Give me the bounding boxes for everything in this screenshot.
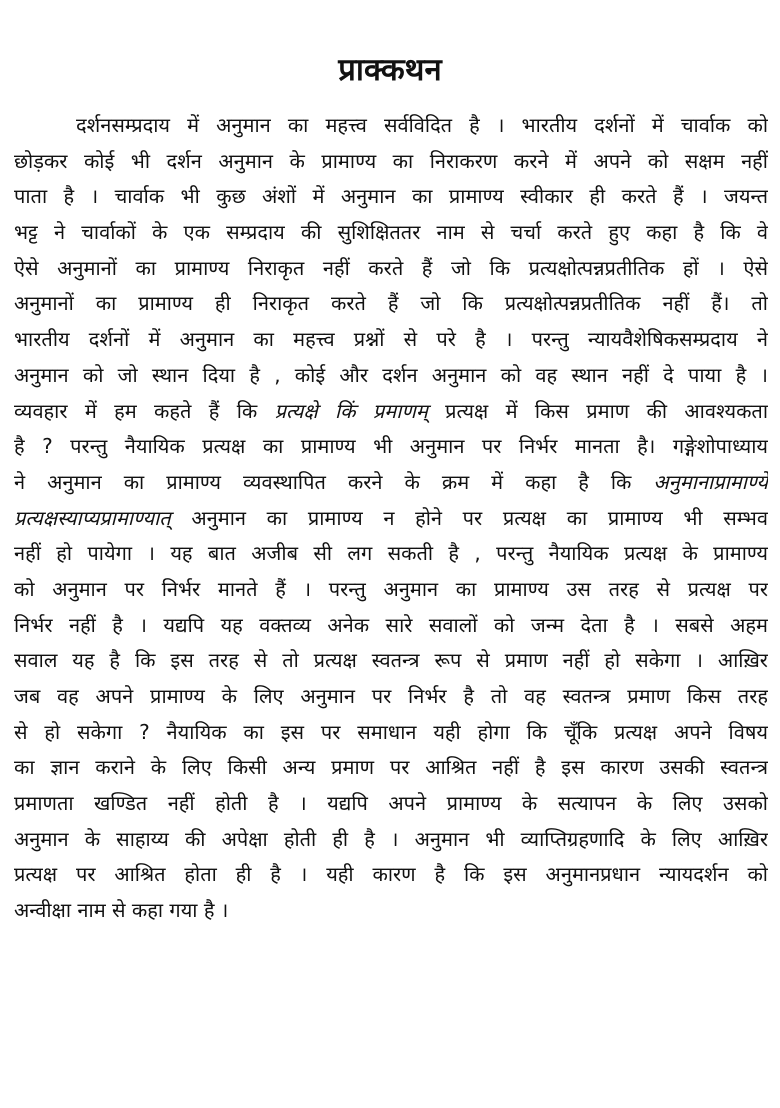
text-line bbox=[14, 536, 768, 572]
text-segment: छोड़कर कोई भी दर्शन अनुमान के प्रामाण्य का निराकरण करने में अपने को सक्षम नहीं bbox=[14, 148, 768, 173]
text-line bbox=[14, 715, 768, 751]
preface-paragraph bbox=[14, 108, 768, 929]
text-segment: पाता है । चार्वाक भी कुछ अंशों में अनुमान का प्रामाण्य स्वीकार ही करते हैं । जयन्त bbox=[14, 184, 768, 209]
text-line bbox=[14, 215, 768, 251]
text-line bbox=[14, 465, 768, 501]
text-line bbox=[14, 394, 768, 430]
page-title: प्राक्कथन bbox=[338, 52, 442, 88]
text-line bbox=[14, 108, 768, 144]
text-segment: व्यवहार में हम कहते हैं कि bbox=[14, 398, 275, 423]
text-segment: नहीं हो पायेगा । यह बात अजीब सी लग सकती है , परन्तु नैयायिक प्रत्यक्ष के प्रामाण्य bbox=[14, 541, 768, 566]
text-segment: प्रमाणता खण्डित नहीं होती है । यद्यपि अपने प्रामाण्य के सत्यापन के लिए उसको bbox=[14, 791, 768, 816]
text-line bbox=[14, 822, 768, 858]
text-line bbox=[14, 179, 768, 215]
text-line bbox=[14, 251, 768, 287]
text-segment: ने अनुमान का प्रामाण्य व्यवस्थापित करने के क्रम में कहा है कि bbox=[14, 469, 654, 494]
text-line bbox=[14, 786, 768, 822]
text-segment: अनुमानों का प्रामाण्य ही निराकृत करते हैं जो कि प्रत्यक्षोत्पन्नप्रतीतिक नहीं हैं। तो bbox=[14, 291, 768, 316]
text-line bbox=[14, 608, 768, 644]
text-segment: को अनुमान पर निर्भर मानते हैं । परन्तु अनुमान का प्रामाण्य उस तरह से प्रत्यक्ष पर bbox=[14, 576, 768, 601]
italic-sanskrit-quote: अनुमानाप्रामाण्ये bbox=[653, 469, 768, 494]
text-segment: भट्ट ने चार्वाकों के एक सम्प्रदाय की सुशिक्षिततर नाम से चर्चा करते हुए कहा है कि वे bbox=[14, 220, 768, 245]
text-segment: अनुमान का प्रामाण्य न होने पर प्रत्यक्ष का प्रामाण्य भी सम्भव bbox=[170, 505, 768, 530]
italic-sanskrit-quote: प्रत्यक्षस्याप्यप्रामाण्यात् bbox=[14, 505, 171, 530]
text-line bbox=[14, 750, 768, 786]
text-segment: प्रत्यक्ष पर आश्रित होता ही है । यही कारण है कि इस अनुमानप्रधान न्यायदर्शन को bbox=[14, 862, 768, 887]
text-line bbox=[14, 643, 768, 679]
text-segment: अन्वीक्षा नाम से कहा गया है । bbox=[14, 898, 229, 923]
text-line bbox=[14, 286, 768, 322]
text-line bbox=[14, 358, 768, 394]
text-segment: अनुमान के साहाय्य की अपेक्षा होती ही है । अनुमान भी व्याप्तिग्रहणादि के लिए आख़िर bbox=[14, 826, 768, 851]
text-line bbox=[14, 322, 768, 358]
text-line bbox=[14, 679, 768, 715]
italic-sanskrit-quote: प्रत्यक्षे किं प्रमाणम् bbox=[274, 398, 428, 423]
text-line bbox=[14, 857, 768, 893]
text-segment: ऐसे अनुमानों का प्रामाण्य निराकृत नहीं करते हैं जो कि प्रत्यक्षोत्पन्नप्रतीतिक हों । ऐसे bbox=[14, 255, 768, 280]
text-segment: सवाल यह है कि इस तरह से तो प्रत्यक्ष स्वतन्त्र रूप से प्रमाण नहीं हो सकेगा । आख़िर bbox=[14, 648, 768, 673]
text-segment: निर्भर नहीं है । यद्यपि यह वक्तव्य अनेक सारे सवालों को जन्म देता है । सबसे अहम bbox=[14, 612, 768, 637]
text-segment: जब वह अपने प्रामाण्य के लिए अनुमान पर निर्भर है तो वह स्वतन्त्र प्रमाण किस तरह bbox=[14, 684, 768, 708]
text-segment: दर्शनसम्प्रदाय में अनुमान का महत्त्व सर्वविदित है । भारतीय दर्शनों में चार्वाक को bbox=[76, 113, 768, 137]
text-segment: का ज्ञान कराने के लिए किसी अन्य प्रमाण पर आश्रित नहीं है इस कारण उसकी स्वतन्त्र bbox=[14, 755, 768, 780]
text-segment: से हो सकेगा ? नैयायिक का इस पर समाधान यही होगा कि चूँकि प्रत्यक्ष अपने विषय bbox=[14, 719, 768, 744]
text-segment: है ? परन्तु नैयायिक प्रत्यक्ष का प्रामाण्य भी अनुमान पर निर्भर मानता है। गङ्गेशोपाध्याय bbox=[14, 434, 768, 459]
text-line bbox=[14, 893, 768, 929]
text-line bbox=[14, 144, 768, 180]
text-line bbox=[14, 501, 768, 537]
text-segment: प्रत्यक्ष में किस प्रमाण की आवश्यकता bbox=[427, 398, 768, 423]
text-line bbox=[14, 429, 768, 465]
text-segment: भारतीय दर्शनों में अनुमान का महत्त्व प्रश्नों से परे है । परन्तु न्यायवैशेषिकसम्प्रदाय ने bbox=[14, 327, 768, 352]
text-line bbox=[14, 572, 768, 608]
text-segment: अनुमान को जो स्थान दिया है , कोई और दर्शन अनुमान को वह स्थान नहीं दे पाया है । bbox=[14, 362, 768, 387]
